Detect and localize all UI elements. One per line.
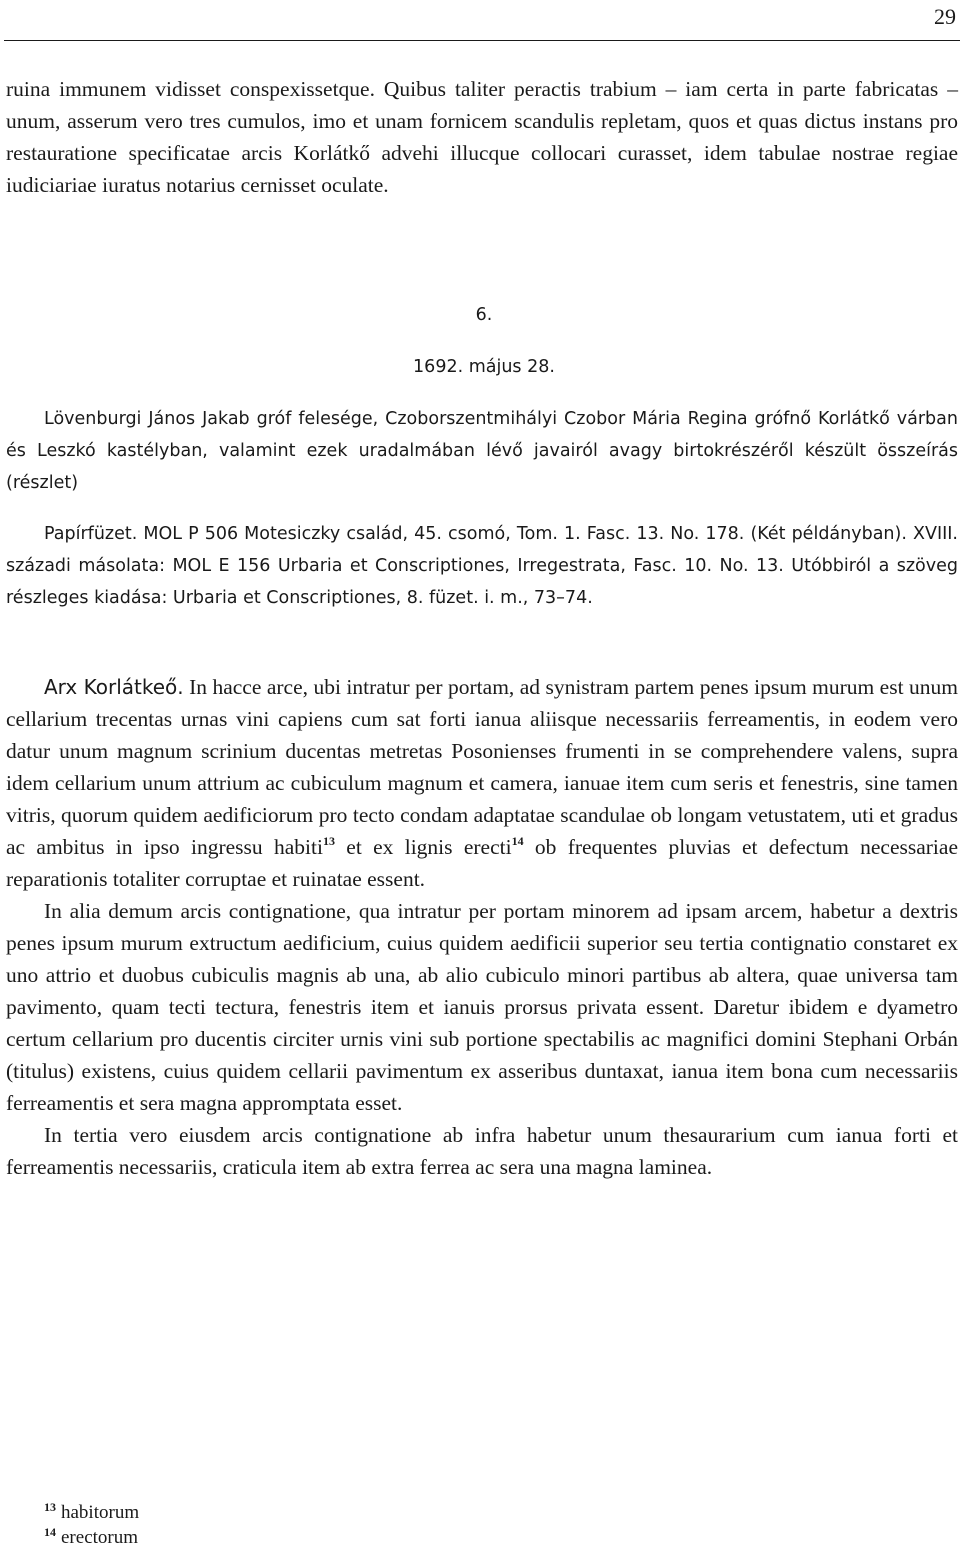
source-note: Papírfüzet. MOL P 506 Motesiczky család, 45. csomó, Tom. 1. Fasc. 13. No. 178. (Két példányban). XVIII. századi másolata: MOL E 156 Urbaria et Conscriptiones, Irregestrata, Fasc. 10. No. 13. Utóbbiról a szöveg részleges kiadása: Urbaria et Conscriptiones, 8. füzet. i. m., 73–74. — [6, 524, 958, 608]
paragraph-text-part3: ob frequentes pluvias et defectum necessariae reparationis totaliter corruptae et ruinatae essent. — [6, 835, 958, 891]
body-paragraph-2: In alia demum arcis contignatione, qua intratur per portam minorem ad ipsam arcem, habetur a dextris penes ipsum murum extructum aedificium, cuius quidem aedificii superior seu tertia contignatio constaret ex uno attrio et duobus cubiculis magnis ab una, ab alio cubiculo minori partibus ab altera, quae universa tam pavimento, quam tecti tectura, fenestris item et ianuis prorsus privata essent. Daretur ibidem e dyametro certum cellarium pro ducentis circiter urnis vini sub portione spectabilis ac magnifici domini Stephani Orbán (titulus) existens, cuius quidem cellarii pavimentum ex asseribus duntaxat, ianua item bona cum necessariis ferreamentis et sera magna appromptata esset. — [6, 899, 958, 1115]
document-summary: Lövenburgi János Jakab gróf felesége, Czoborszentmihályi Czobor Mária Regina grófnő Korlátkő várban és Leszkó kastélyban, valamint ezek uradalmában lévő javairól avagy birtokrészéről készült összeírás (részlet) — [6, 409, 958, 493]
page-content — [6, 73, 958, 1183]
footnote-mark: 14 — [44, 1525, 56, 1539]
paragraph-lead: Arx Korlátkeő. — [44, 675, 184, 699]
footnote-ref-14: 14 — [511, 834, 524, 848]
footnote-mark: 13 — [44, 1500, 56, 1514]
footnote-text: habitorum — [61, 1502, 140, 1523]
body-paragraph-3: In tertia vero eiusdem arcis contignatione ab infra habetur unum thesaurarium cum ianua forti et ferreamentis necessariis, craticula item ab extra ferrea ac sera una magna laminea. — [6, 1123, 958, 1179]
footnotes — [44, 1500, 139, 1550]
continuation-paragraph: ruina immunem vidisset conspexissetque. Quibus taliter peractis trabium – iam certa in parte fabricatas – unum, asserum vero tres cumulos, imo et unam fornicem scandulis repletam, quos et quas dictus instans pro restauratione specificatae arcis Korlátkő advehi illucque collocari curasset, idem tabulae nostrae regiae iudiciariae iuratus notarius cernisset oculate. — [6, 77, 958, 197]
footnote-ref-13: 13 — [322, 834, 335, 848]
footnote-13 — [44, 1500, 139, 1525]
document-number: 6. — [475, 305, 493, 325]
footnote-text: erectorum — [61, 1527, 139, 1548]
header-rule — [4, 40, 960, 41]
paragraph-text-part1: In hacce arce, ubi intratur per portam, ad synistram partem penes ipsum murum est unum cellarium trecentas urnas vini capiens cum sat forti ianua aliisque necessariis ferreamentis, in eodem vero datur unum magnum scrinium ducentas metretas Posonienses frumenti in se comprehendere valens, supra idem cellarium unum attrium ac cubiculum magnum et camera, ianuae item cum seris et fenestris, sine tamen vitris, quorum quidem aedificiorum pro tecto condam adaptatae scandulae ob longam vetustatem, uti et gradus ac ambitus in ipso ingressu habiti — [6, 675, 958, 859]
document-date: 1692. május 28. — [413, 357, 555, 377]
body-paragraph-1 — [6, 671, 958, 895]
page-number: 29 — [934, 4, 956, 29]
paragraph-text-part2: et ex lignis erecti — [334, 835, 512, 859]
footnote-14 — [44, 1525, 139, 1550]
